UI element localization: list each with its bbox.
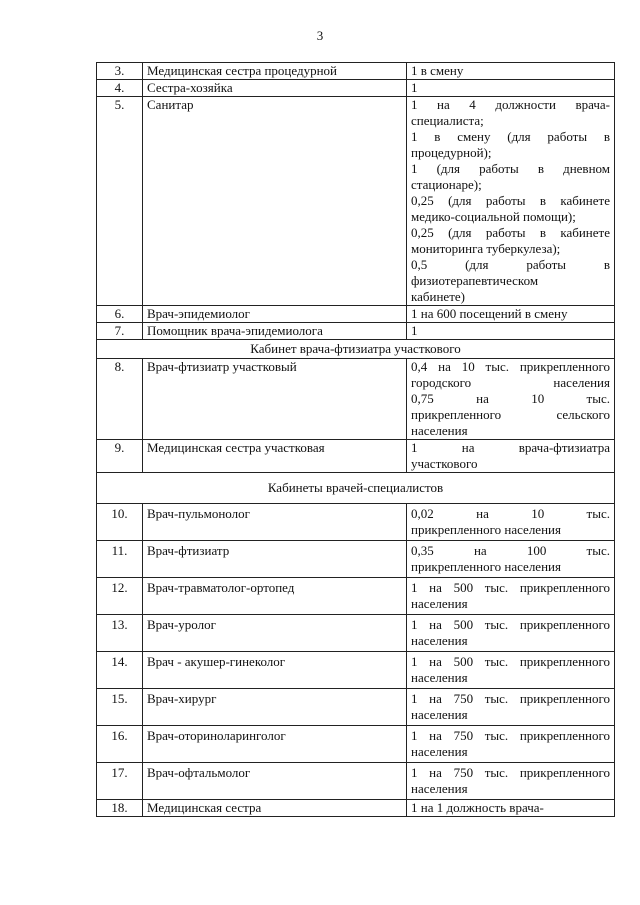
position-name: Врач-уролог — [143, 615, 407, 652]
position-name: Врач-фтизиатр — [143, 541, 407, 578]
position-name: Врач-хирург — [143, 689, 407, 726]
staffing-norm-line: 1 на 750 тыс. прикрепленного — [411, 691, 610, 706]
staffing-norm-line: прикрепленного населения — [411, 559, 561, 574]
table-row — [97, 97, 615, 306]
table-row — [97, 615, 615, 652]
staffing-norm-line: процедурной); — [411, 145, 492, 160]
table-row — [97, 80, 615, 97]
staffing-norm-line: медико-социальной помощи); — [411, 209, 576, 224]
staffing-norm-line: 1 — [411, 323, 418, 338]
staffing-norm-line: 1 в смену — [411, 63, 464, 78]
row-number: 10. — [97, 504, 143, 541]
staffing-norm-line: 0,02 на 10 тыс. — [411, 506, 610, 521]
staffing-norm — [407, 97, 615, 306]
staffing-norm-line: 1 на врача-фтизиатра — [411, 440, 610, 455]
row-number: 7. — [97, 323, 143, 340]
staffing-norm — [407, 800, 615, 817]
row-number: 17. — [97, 763, 143, 800]
row-number: 13. — [97, 615, 143, 652]
staffing-norm-line: 0,75 на 10 тыс. — [411, 391, 610, 406]
staffing-norm — [407, 726, 615, 763]
position-name: Врач-фтизиатр участковый — [143, 359, 407, 440]
staffing-norm-line: 0,25 (для работы в кабинете — [411, 225, 610, 240]
staffing-norm-line: населения — [411, 633, 468, 648]
staffing-norm-line: кабинете) — [411, 289, 465, 304]
position-name: Врач-пульмонолог — [143, 504, 407, 541]
section-header-row — [97, 340, 615, 359]
staffing-norm-line: населения — [411, 423, 468, 438]
position-name: Врач-офтальмолог — [143, 763, 407, 800]
staffing-norm-line: 1 на 1 должность врача- — [411, 800, 544, 815]
staffing-norm — [407, 63, 615, 80]
table-row — [97, 541, 615, 578]
staffing-norm-line: 1 на 500 тыс. прикрепленного — [411, 580, 610, 595]
staffing-table-body — [97, 63, 615, 817]
table-row — [97, 726, 615, 763]
staffing-norm — [407, 440, 615, 473]
page-number: 3 — [316, 28, 324, 43]
table-row — [97, 689, 615, 726]
staffing-norm — [407, 615, 615, 652]
staffing-norm-line: 1 на 500 тыс. прикрепленного — [411, 617, 610, 632]
staffing-norm — [407, 689, 615, 726]
table-row — [97, 578, 615, 615]
staffing-norm — [407, 504, 615, 541]
position-name: Санитар — [143, 97, 407, 306]
staffing-norm — [407, 652, 615, 689]
staffing-norm — [407, 80, 615, 97]
table-row — [97, 763, 615, 800]
staffing-norm — [407, 323, 615, 340]
staffing-norm-line: населения — [411, 596, 468, 611]
staffing-norm-line: 0,5 (для работы в — [411, 257, 610, 272]
staffing-norm-line: участкового — [411, 456, 478, 471]
row-number: 16. — [97, 726, 143, 763]
staffing-norm — [407, 306, 615, 323]
row-number: 5. — [97, 97, 143, 306]
row-number: 3. — [97, 63, 143, 80]
position-name: Врач-травматолог-ортопед — [143, 578, 407, 615]
staffing-norm — [407, 578, 615, 615]
section-title: Кабинеты врачей-специалистов — [97, 473, 615, 504]
position-name: Помощник врача-эпидемиолога — [143, 323, 407, 340]
staffing-norm-line: 1 на 500 тыс. прикрепленного — [411, 654, 610, 669]
position-name: Врач - акушер-гинеколог — [143, 652, 407, 689]
staffing-norm-line: населения — [411, 670, 468, 685]
staffing-norm-line: населения — [411, 707, 468, 722]
row-number: 18. — [97, 800, 143, 817]
table-row — [97, 323, 615, 340]
position-name: Медицинская сестра участковая — [143, 440, 407, 473]
position-name: Сестра-хозяйка — [143, 80, 407, 97]
row-number: 14. — [97, 652, 143, 689]
staffing-norm-line: населения — [411, 781, 468, 796]
table-row — [97, 306, 615, 323]
table-row — [97, 63, 615, 80]
staffing-norm-line: 1 на 750 тыс. прикрепленного — [411, 765, 610, 780]
staffing-norm-line: городского населения — [411, 375, 610, 390]
staffing-norm-line: 1 на 600 посещений в смену — [411, 306, 568, 321]
position-name: Врач-оториноларинголог — [143, 726, 407, 763]
staffing-norm-line: специалиста; — [411, 113, 484, 128]
staffing-norm-line: 1 — [411, 80, 418, 95]
row-number: 8. — [97, 359, 143, 440]
table-row — [97, 800, 615, 817]
row-number: 15. — [97, 689, 143, 726]
row-number: 11. — [97, 541, 143, 578]
staffing-norm-line: населения — [411, 744, 468, 759]
table-row — [97, 359, 615, 440]
table-row — [97, 504, 615, 541]
table-row — [97, 652, 615, 689]
staffing-norm-line: 1 на 4 должности врача- — [411, 97, 610, 112]
table-row — [97, 440, 615, 473]
staffing-norm-line: 1 на 750 тыс. прикрепленного — [411, 728, 610, 743]
staffing-norm-line: мониторинга туберкулеза); — [411, 241, 561, 256]
position-name: Медицинская сестра процедурной — [143, 63, 407, 80]
staffing-norm-line: 1 в смену (для работы в — [411, 129, 610, 144]
row-number: 9. — [97, 440, 143, 473]
staffing-norm-line: 0,4 на 10 тыс. прикрепленного — [411, 359, 610, 374]
staffing-norm-line: 0,25 (для работы в кабинете — [411, 193, 610, 208]
staffing-norm — [407, 359, 615, 440]
section-title: Кабинет врача-фтизиатра участкового — [97, 340, 615, 359]
staffing-norm-line: 0,35 на 100 тыс. — [411, 543, 610, 558]
staffing-table — [96, 62, 615, 817]
staffing-norm-line: прикрепленного населения — [411, 522, 561, 537]
staffing-norm-line: физиотерапевтическом — [411, 273, 539, 288]
staffing-norm-line: стационаре); — [411, 177, 482, 192]
row-number: 12. — [97, 578, 143, 615]
position-name: Врач-эпидемиолог — [143, 306, 407, 323]
staffing-norm — [407, 763, 615, 800]
section-header-row — [97, 473, 615, 504]
staffing-norm-line: 1 (для работы в дневном — [411, 161, 610, 176]
staffing-norm — [407, 541, 615, 578]
position-name: Медицинская сестра — [143, 800, 407, 817]
staffing-norm-line: прикрепленного сельского — [411, 407, 610, 422]
row-number: 4. — [97, 80, 143, 97]
row-number: 6. — [97, 306, 143, 323]
